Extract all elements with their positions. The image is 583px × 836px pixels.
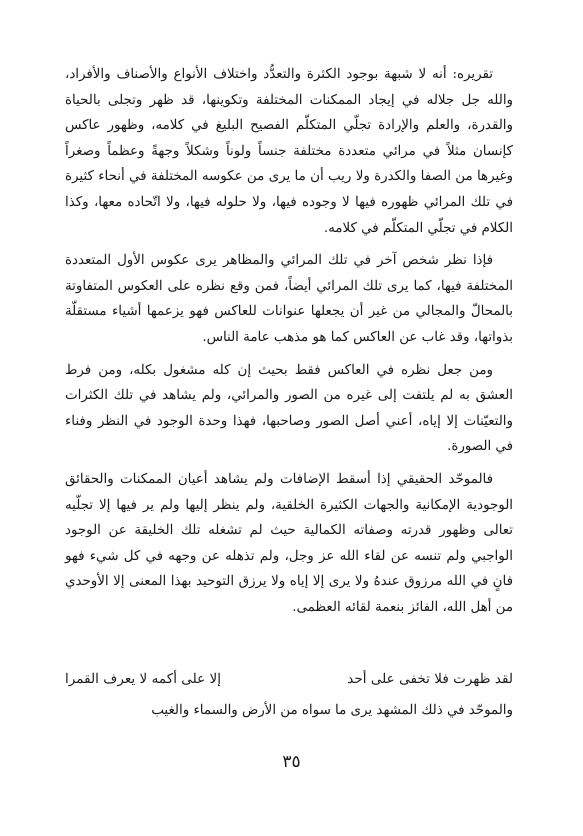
- paragraph-1: تقريره: أنه لا شبهة بوجود الكثرة والتعدُّد واختلاف الأنواع والأصناف والأفراد، والله جل جلاله في إيجاد الممكنات المختلفة وتكوينها، قد ظهر وتجلى بالحياة والقدرة، والعلم والإرادة تجلّي المتكلّم الفصيح البليغ في كلامه، وظهور عاكس كإنسان مثلاً في مرائي متعددة مختلفة جنساً ولوناً وشكلاً وجهةً وعظماً وصغراً وغيرها من الصفا والكدرة ولا ريب أن ما يرى من عكوسه المختلفة في أنحاء كثيرة في تلك المرائي ظهوره فيها لا وجوده فيها، ولا حلوله فيها، ولا اتّحاده معها، وكذا الكلام في تجلّي المتكلّم في كلامه.: [65, 67, 513, 236]
- paragraph-3: ومن جعل نظره في العاكس فقط بحيث إن كله مشغول بكله، ومن فرط العشق به لم يلتفت إلى غيره من الصور والمرائي، ولم يشاهد في تلك الكثرات والتعيّنات إلا إياه، أعني أصل الصور وصاحبها، فهذا وحدة الوجود في النظر وفناء في الصورة.: [65, 362, 513, 455]
- verse-second-hemistich: إلا على أكمه لا يعرف القمرا: [65, 671, 222, 687]
- verse-first-hemistich: لقد ظهرت فلا تخفى على أحد: [347, 671, 513, 687]
- paragraph-2: فإذا نظر شخص آخر في تلك المرائي والمظاهر يرى عكوس الأول المتعددة المختلفة فيها، كما يرى تلك المرائي أيضاً، فمن وقع نظره على العكوس المتفاوتة بالمحالّ والمجالي من غير أن يجعلها عنوانات للعاكس فهو يزعمها أشياء مستقلّة بذواتها، وقد غاب عن العاكس كما هو مذهب عامة الناس.: [65, 253, 513, 345]
- page-number: ٣٥: [282, 752, 301, 772]
- paragraph-4: فالموحّد الحقيقي إذا أسقط الإضافات ولم يشاهد أعيان الممكنات والحقائق الوجودية الإمكانية والجهات الكثيرة الخلقية، ولم ينظر إليها ولم ير فيها إلا تجلّيه تعالى وظهور قدرته وصفاته الكمالية حيث لم تشغله تلك الخليقة عن الوجود الواجبي ولم تنسه عن لقاء الله عز وجل، ولم تذهله عن وجهه في كل شيء فهو فانٍ في الله مرزوق عندهُ ولا يرى إلا إياه ولا يرزق التوحيد بهذا المعنى إلا الأوحدي من أهل الله، الفائز بنعمة لقائه العظمى.: [65, 471, 513, 615]
- poetry-verse: [65, 667, 513, 691]
- body-text: [65, 62, 513, 620]
- trailing-line: والموحّد في ذلك المشهد يرى ما سواه من الأرض والسماء والغيب: [151, 703, 513, 718]
